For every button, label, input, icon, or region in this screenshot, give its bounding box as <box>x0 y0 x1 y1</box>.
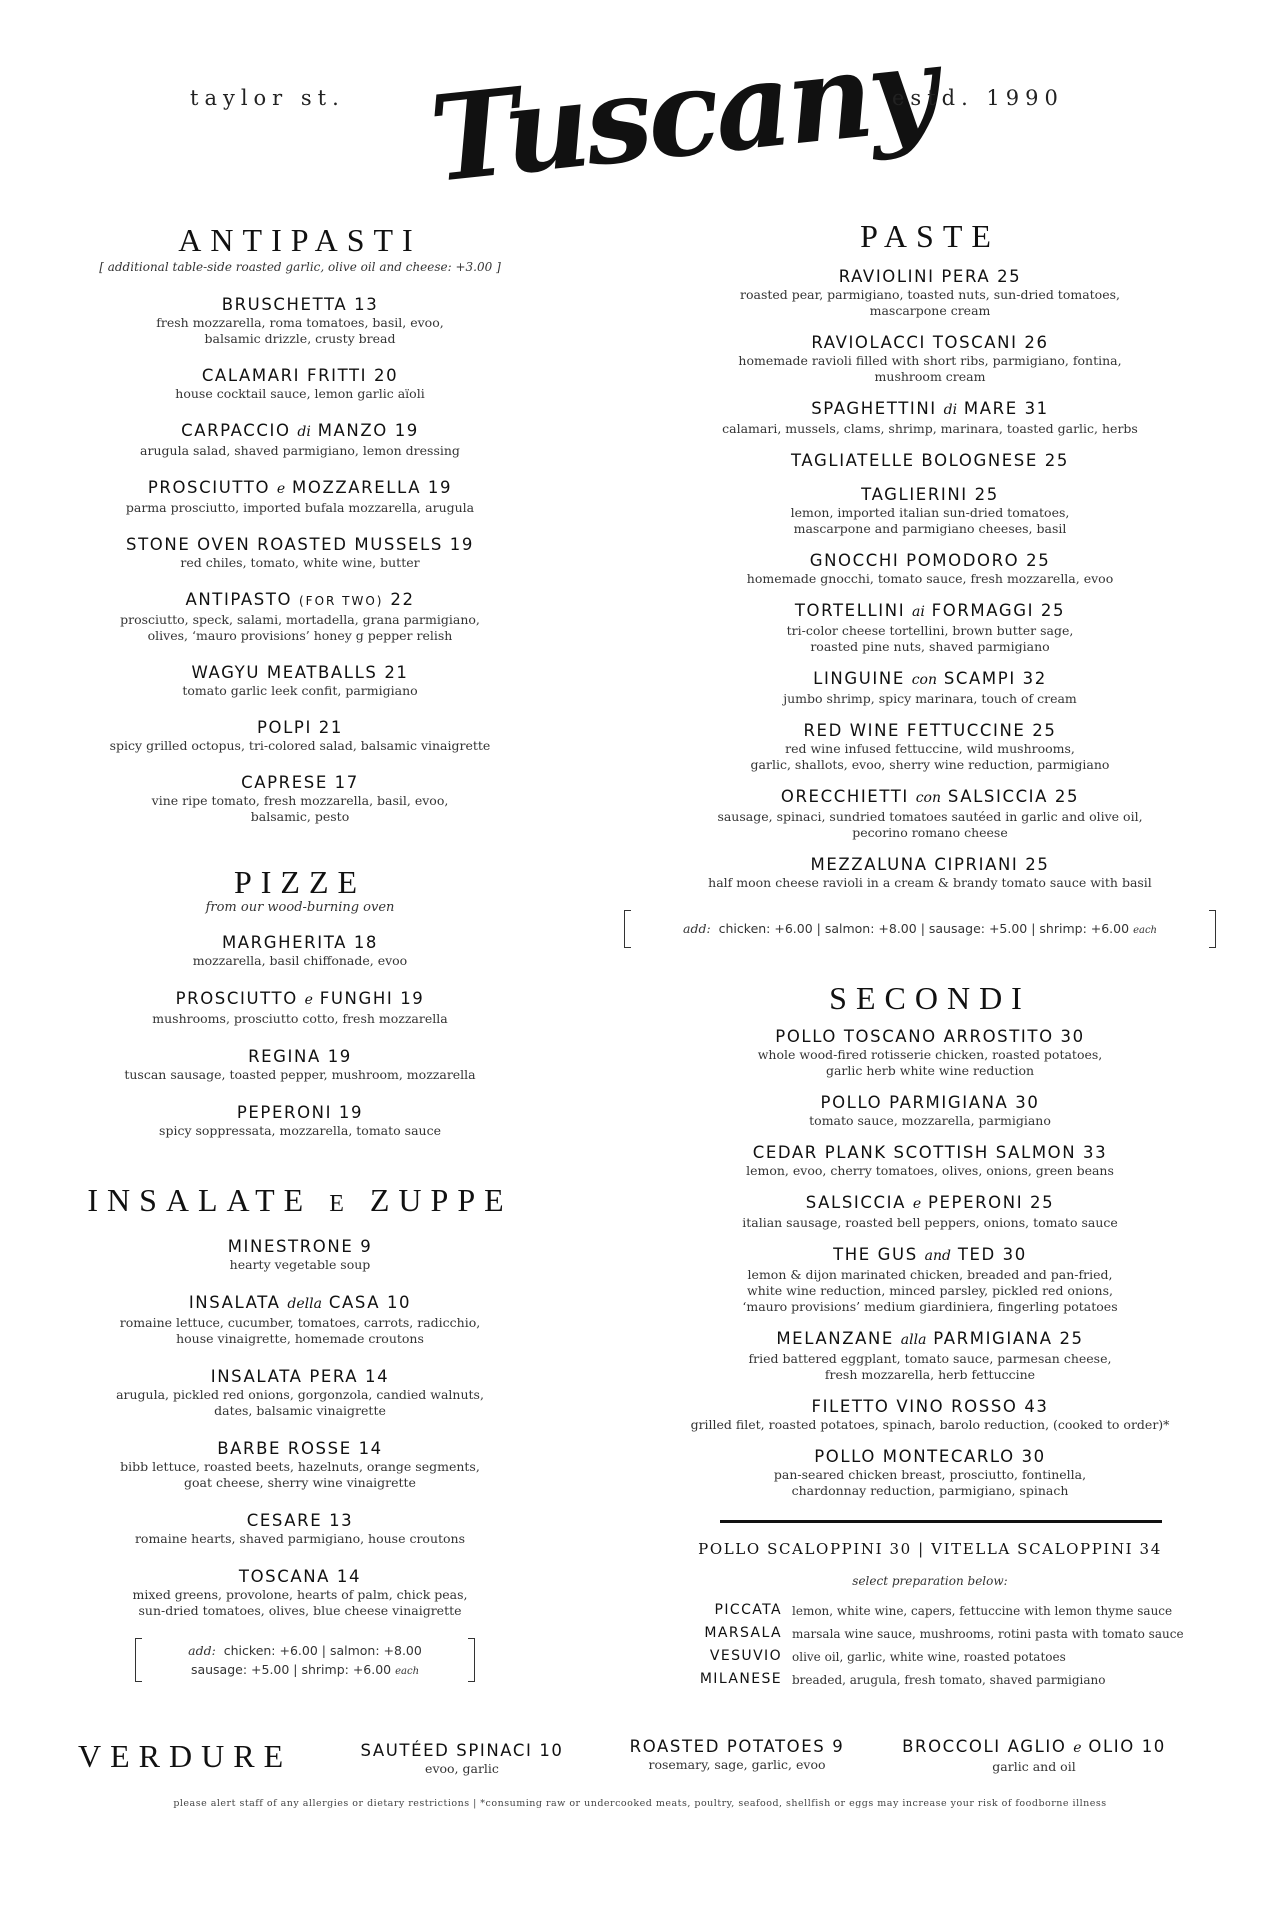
name-part: SPAGHETTINI <box>811 399 944 418</box>
menu-item-description: pan-seared chicken breast, prosciutto, fontinella, chardonnay reduction, parmigiano, spinach <box>773 1467 1087 1498</box>
name-part: BROCCOLI AGLIO <box>902 1737 1074 1756</box>
menu-item-description: roasted pear, parmigiano, toasted nuts, sun-dried tomatoes, mascarpone cream <box>740 287 1120 318</box>
menu-item-description: rosemary, sage, garlic, evoo <box>648 1757 826 1772</box>
menu-item-name <box>884 1736 1184 1759</box>
insalate-title-a: INSALATE <box>87 1182 330 1218</box>
menu-item <box>660 398 1200 437</box>
menu-item-description: whole wood-fired rotisserie chicken, roasted potatoes, garlic herb white wine reduction <box>757 1047 1103 1078</box>
menu-item-name <box>60 477 540 500</box>
menu-item-description: tomato garlic leek confit, parmigiano <box>182 683 418 698</box>
menu-item <box>660 854 1200 891</box>
section-divider <box>720 1520 1162 1523</box>
preparation-list <box>640 1602 1240 1702</box>
paste-add-line: add: chicken: +6.00 | salmon: +8.00 | sausage: +5.00 | shrimp: +6.00 each <box>683 921 1157 936</box>
name-part: TORTELLINI <box>794 601 912 620</box>
menu-item-name: WAGYU MEATBALLS 21 <box>191 663 409 682</box>
menu-item-name: TAGLIERINI 25 <box>861 485 999 504</box>
paste-title: PASTE <box>860 218 1000 254</box>
menu-item <box>660 484 1200 537</box>
menu-item-name <box>60 420 540 443</box>
menu-item-description: mozzarella, basil chiffonade, evoo <box>192 953 408 968</box>
menu-item-description: red wine infused fettuccine, wild mushrooms, garlic, shallots, evoo, sherry wine reduction, parmigiano <box>750 741 1110 772</box>
menu-item-description: homemade ravioli filled with short ribs, parmigiano, fontina, mushroom cream <box>738 353 1122 384</box>
pizze-list <box>60 932 540 1158</box>
pizze-subtitle: from our wood-burning oven <box>205 900 395 915</box>
menu-item-description: fried battered eggplant, tomato sauce, parmesan cheese, fresh mozzarella, herb fettuccine <box>748 1351 1112 1382</box>
name-part: TED 30 <box>950 1245 1027 1264</box>
menu-item-description: romaine lettuce, cucumber, tomatoes, carrots, radicchio, house vinaigrette, homemade croutons <box>119 1315 481 1346</box>
preparation-name: MILANESE <box>699 1671 782 1687</box>
menu-item-name: MINESTRONE 9 <box>227 1237 373 1256</box>
menu-item <box>660 1244 1200 1315</box>
name-part: THE GUS <box>833 1245 925 1264</box>
name-connector: e <box>304 992 313 1008</box>
name-connector: di <box>943 402 958 418</box>
menu-item-description: garlic and oil <box>992 1759 1076 1774</box>
menu-item-description: mixed greens, provolone, hearts of palm, chick peas, sun-dried tomatoes, olives, blue cheese vinaigrette <box>132 1587 468 1618</box>
menu-item-name <box>660 1192 1200 1215</box>
menu-item-description: grilled filet, roasted potatoes, spinach, barolo reduction, (cooked to order)* <box>690 1417 1170 1432</box>
menu-item <box>60 1566 540 1619</box>
insalate-title-b: E <box>329 1191 353 1217</box>
menu-item <box>660 600 1200 655</box>
menu-item-name: MARGHERITA 18 <box>221 933 379 952</box>
bracket-left <box>135 1638 142 1682</box>
antipasti-note: [ additional table-side roasted garlic, olive oil and cheese: +3.00 ] <box>99 260 501 274</box>
paste-add-box <box>624 910 1216 948</box>
menu-item-name: BRUSCHETTA 13 <box>221 295 379 314</box>
menu-item <box>60 1236 540 1273</box>
menu-item-name: RED WINE FETTUCCINE 25 <box>803 721 1057 740</box>
menu-item <box>60 1366 540 1419</box>
name-part: CARPACCIO <box>181 421 298 440</box>
menu-item <box>60 662 540 699</box>
name-connector: con <box>915 790 941 806</box>
name-connector: alla <box>900 1332 927 1348</box>
menu-item-name: POLLO PARMIGIANA 30 <box>820 1093 1040 1112</box>
preparation-name: MARSALA <box>704 1625 782 1641</box>
menu-item <box>60 420 540 459</box>
secondi-title: SECONDI <box>829 980 1031 1016</box>
menu-item <box>60 477 540 516</box>
preparation-row <box>640 1625 1240 1647</box>
menu-item-description: italian sausage, roasted bell peppers, onions, tomato sauce <box>742 1215 1118 1230</box>
menu-item <box>60 534 540 571</box>
name-part: SCAMPI 32 <box>937 669 1047 688</box>
menu-item-description: vine ripe tomato, fresh mozzarella, basil, evoo, balsamic, pesto <box>151 793 449 824</box>
menu-item <box>60 1510 540 1547</box>
menu-item-description: bibb lettuce, roasted beets, hazelnuts, orange segments, goat cheese, sherry wine vinaigrette <box>120 1459 480 1490</box>
menu-item <box>342 1740 582 1777</box>
antipasti-title: ANTIPASTI <box>178 222 422 258</box>
menu-item-description: jumbo shrimp, spicy marinara, touch of cream <box>783 691 1077 706</box>
location-label: taylor st. <box>190 86 345 110</box>
menu-item <box>660 786 1200 841</box>
name-part: FUNGHI 19 <box>312 989 425 1008</box>
name-connector: ai <box>912 604 925 620</box>
menu-item-name: POLPI 21 <box>257 718 343 737</box>
preparation-description: lemon, white wine, capers, fettuccine with lemon thyme sauce <box>792 1604 1173 1618</box>
menu-item-description: prosciutto, speck, salami, mortadella, grana parmigiano, olives, ‘mauro provisions’ honey g pepper relish <box>120 612 480 643</box>
name-part: INSALATA <box>188 1293 288 1312</box>
menu-item-name: FILETTO VINO ROSSO 43 <box>811 1397 1049 1416</box>
insalate-title-c: ZUPPE <box>352 1182 513 1218</box>
menu-item-name: TAGLIATELLE BOLOGNESE 25 <box>791 451 1069 470</box>
menu-item-name: CALAMARI FRITTI 20 <box>201 366 399 385</box>
menu-item-description: tomato sauce, mozzarella, parmigiano <box>809 1113 1051 1128</box>
menu-item-name: POLLO TOSCANO ARROSTITO 30 <box>775 1027 1085 1046</box>
menu-item <box>660 332 1200 385</box>
menu-item-name: RAVIOLACCI TOSCANI 26 <box>811 333 1049 352</box>
name-connector: con <box>911 672 937 688</box>
menu-item <box>660 720 1200 773</box>
menu-item <box>60 589 540 644</box>
menu-item-name: BARBE ROSSE 14 <box>217 1439 383 1458</box>
menu-item-name <box>660 600 1200 623</box>
menu-item <box>660 1192 1200 1231</box>
menu-item-name: REGINA 19 <box>248 1047 352 1066</box>
menu-item-name: CAPRESE 17 <box>241 773 359 792</box>
name-part: PEPERONI 25 <box>921 1193 1055 1212</box>
menu-item <box>660 1026 1200 1079</box>
menu-item-name: STONE OVEN ROASTED MUSSELS 19 <box>126 535 474 554</box>
menu-item-name: TOSCANA 14 <box>238 1567 362 1586</box>
menu-item-description: sausage, spinaci, sundried tomatoes sautéed in garlic and olive oil, pecorino romano cheese <box>717 809 1143 840</box>
menu-item-name: CEDAR PLANK SCOTTISH SALMON 33 <box>752 1143 1108 1162</box>
menu-item-description: spicy soppressata, mozzarella, tomato sauce <box>159 1123 441 1138</box>
menu-item <box>60 1292 540 1347</box>
verdure-title: VERDURE <box>78 1738 293 1774</box>
preparation-name: VESUVIO <box>709 1648 782 1664</box>
name-part: MANZO 19 <box>310 421 419 440</box>
menu-item <box>660 1142 1200 1179</box>
menu-item <box>660 450 1200 471</box>
menu-item-description: evoo, garlic <box>425 1761 499 1776</box>
name-part: PARMIGIANA 25 <box>926 1329 1084 1348</box>
menu-item <box>884 1736 1184 1775</box>
menu-item <box>60 772 540 825</box>
menu-item <box>660 1446 1200 1499</box>
insalate-add-box <box>135 1638 475 1682</box>
verdure-item-potatoes <box>612 1736 862 1773</box>
menu-item-description: lemon & dijon marinated chicken, breaded and pan-fried, white wine reduction, minced parsley, pickled red onions, ‘mauro provisions’ medium giardiniera, fingerling potatoes <box>742 1267 1118 1314</box>
menu-item <box>60 1438 540 1491</box>
name-connector: di <box>297 424 311 440</box>
verdure-item-spinaci <box>342 1740 582 1777</box>
menu-item <box>612 1736 862 1773</box>
name-connector: e <box>1073 1740 1082 1756</box>
secondi-list <box>660 1026 1200 1512</box>
preparation-name: PICCATA <box>714 1602 782 1618</box>
allergy-disclaimer: please alert staff of any allergies or dietary restrictions | *consuming raw or undercooked meats, poultry, seafood, shellfish or eggs may increase your risk of foodborne illness <box>173 1798 1107 1809</box>
name-part: PROSCIUTTO <box>175 989 305 1008</box>
name-part: FORMAGGI 25 <box>924 601 1066 620</box>
menu-item-name: RAVIOLINI PERA 25 <box>838 267 1022 286</box>
name-part: SALSICCIA <box>805 1193 913 1212</box>
antipasti-list <box>60 294 540 843</box>
menu-item-description: arugula, pickled red onions, gorgonzola, candied walnuts, dates, balsamic vinaigrette <box>116 1387 484 1418</box>
menu-item <box>660 668 1200 707</box>
menu-item-name: POLLO MONTECARLO 30 <box>814 1447 1046 1466</box>
menu-item-name: MEZZALUNA CIPRIANI 25 <box>810 855 1050 874</box>
name-part: ANTIPASTO <box>185 590 299 609</box>
menu-item-name: ROASTED POTATOES 9 <box>629 1737 845 1756</box>
menu-item <box>60 294 540 347</box>
menu-item <box>60 1102 540 1139</box>
bracket-right <box>1209 910 1216 948</box>
name-part: OLIO 10 <box>1081 1737 1166 1756</box>
menu-item <box>60 1046 540 1083</box>
restaurant-logo: Tuscany <box>424 18 940 209</box>
insalate-add-line1: add: chicken: +6.00 | salmon: +8.00 <box>188 1643 422 1658</box>
name-part: CASA 10 <box>321 1293 412 1312</box>
menu-item-name <box>660 668 1200 691</box>
name-part: PROSCIUTTO <box>147 478 277 497</box>
menu-item-description: calamari, mussels, clams, shrimp, marinara, toasted garlic, herbs <box>722 421 1138 436</box>
name-part: LINGUINE <box>813 669 912 688</box>
menu-item-description: spicy grilled octopus, tri-colored salad, balsamic vinaigrette <box>109 738 491 753</box>
menu-item-name: PEPERONI 19 <box>236 1103 364 1122</box>
menu-item-name <box>660 786 1200 809</box>
menu-item-name: CESARE 13 <box>246 1511 354 1530</box>
preparation-description: marsala wine sauce, mushrooms, rotini pasta with tomato sauce <box>792 1627 1184 1641</box>
menu-item-name <box>660 1328 1200 1351</box>
menu-item-description: fresh mozzarella, roma tomatoes, basil, evoo, balsamic drizzle, crusty bread <box>156 315 444 346</box>
scaloppini-heading: POLLO SCALOPPINI 30 | VITELLA SCALOPPINI 34 <box>698 1540 1162 1558</box>
menu-item-name <box>660 1244 1200 1267</box>
menu-item-description: parma prosciutto, imported bufala mozzarella, arugula <box>125 500 475 515</box>
name-connector: e <box>276 481 286 497</box>
menu-item-description: homemade gnocchi, tomato sauce, fresh mozzarella, evoo <box>746 571 1114 586</box>
name-part: MARE 31 <box>957 399 1049 418</box>
menu-item <box>660 266 1200 319</box>
menu-item-name <box>60 1292 540 1315</box>
insalate-list <box>60 1236 540 1638</box>
menu-item-description: hearty vegetable soup <box>229 1257 371 1272</box>
name-connector: della <box>287 1296 322 1312</box>
scaloppini-subtitle: select preparation below: <box>852 1574 1008 1588</box>
menu-item-name <box>60 589 540 612</box>
menu-item-name <box>660 398 1200 421</box>
bracket-left <box>624 910 631 948</box>
name-connector: and <box>924 1248 951 1264</box>
menu-item <box>60 988 540 1027</box>
menu-item-description: tuscan sausage, toasted pepper, mushroom, mozzarella <box>124 1067 476 1082</box>
bracket-right <box>468 1638 475 1682</box>
menu-item-name: SAUTÉED SPINACI 10 <box>360 1741 564 1760</box>
pizze-title: PIZZE <box>233 864 367 900</box>
menu-item-description: mushrooms, prosciutto cotto, fresh mozzarella <box>152 1011 448 1026</box>
preparation-row <box>640 1648 1240 1670</box>
menu-item <box>60 365 540 402</box>
menu-item <box>660 1328 1200 1383</box>
paste-list <box>660 266 1200 904</box>
menu-item-description: romaine hearts, shaved parmigiano, house croutons <box>134 1531 466 1546</box>
established-label: estd. 1990 <box>892 86 1064 110</box>
name-part: ORECCHIETTI <box>780 787 916 806</box>
menu-item-name: INSALATA PERA 14 <box>210 1367 390 1386</box>
name-qualifier: (FOR TWO) <box>298 594 384 608</box>
preparation-row <box>640 1671 1240 1693</box>
menu-item-description: arugula salad, shaved parmigiano, lemon dressing <box>140 443 460 458</box>
menu-item-description: house cocktail sauce, lemon garlic aïoli <box>175 386 425 401</box>
menu-item-description: lemon, imported italian sun-dried tomatoes, mascarpone and parmigiano cheeses, basil <box>790 505 1070 536</box>
menu-item-description: lemon, evoo, cherry tomatoes, olives, onions, green beans <box>746 1163 1114 1178</box>
insalate-add-line2: sausage: +5.00 | shrimp: +6.00 each <box>190 1662 420 1677</box>
verdure-item-broccoli <box>884 1736 1184 1775</box>
preparation-row <box>640 1602 1240 1624</box>
menu-item-description: tri-color cheese tortellini, brown butter sage, roasted pine nuts, shaved parmigiano <box>786 623 1074 654</box>
menu-item <box>60 717 540 754</box>
menu-item <box>660 1396 1200 1433</box>
name-connector: e <box>912 1196 922 1212</box>
menu-item <box>60 932 540 969</box>
menu-item-description: red chiles, tomato, white wine, butter <box>180 555 420 570</box>
insalate-title <box>40 1182 560 1219</box>
menu-item-name: GNOCCHI POMODORO 25 <box>809 551 1051 570</box>
preparation-description: breaded, arugula, fresh tomato, shaved parmigiano <box>792 1673 1106 1687</box>
name-part: 22 <box>383 590 415 609</box>
menu-item-name <box>60 988 540 1011</box>
menu-item <box>660 1092 1200 1129</box>
name-part: MOZZARELLA 19 <box>285 478 453 497</box>
menu-item <box>660 550 1200 587</box>
name-part: SALSICCIA 25 <box>941 787 1080 806</box>
menu-item-description: half moon cheese ravioli in a cream & brandy tomato sauce with basil <box>708 875 1152 890</box>
preparation-description: olive oil, garlic, white wine, roasted potatoes <box>792 1650 1066 1664</box>
name-part: MELANZANE <box>776 1329 901 1348</box>
